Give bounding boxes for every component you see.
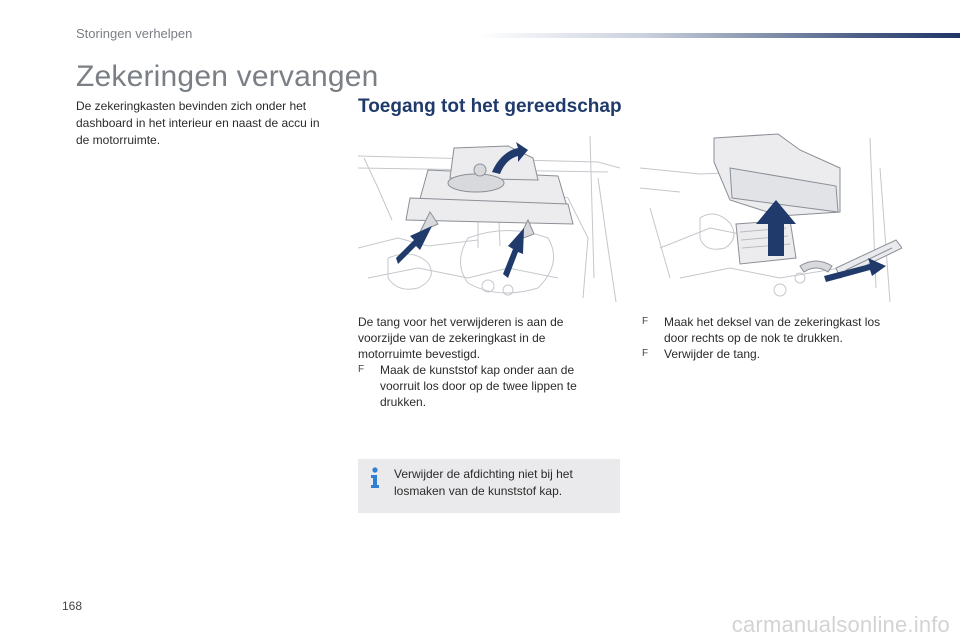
bullet-text: Maak het deksel van de zekeringkast los door rechts op de nok te drukken. [664,315,881,345]
bullet-glyph: F [358,364,365,375]
intro-text: De zekeringkasten bevinden zich onder het dashboard in het interieur en naast de accu in de motorruimte. [76,99,320,147]
bullet-item [642,314,892,346]
bullet-text: Maak de kunststof kap onder aan de voorruit los door op de twee lippen te drukken. [380,363,577,409]
bullet-glyph: F [642,316,649,327]
bullet-glyph: F [642,348,649,359]
tool-location-text: De tang voor het verwijderen is aan de voorzijde van de zekeringkast in de motorruimte bevestigd. [358,315,564,361]
right-text-block [642,314,892,362]
page-title: Zekeringen vervangen [76,60,379,93]
left-text-block [358,314,608,410]
bullet-item [642,346,892,362]
bullet-item [358,362,608,410]
section-title: Storingen verhelpen [76,26,193,41]
watermark: carmanualsonline.info [731,612,950,637]
page-number: 168 [62,599,83,613]
note-box [358,459,620,513]
illustration-cover-clips [358,128,620,302]
header-bar [478,33,960,38]
access-heading: Toegang tot het gereedschap [358,96,622,117]
illustration-fusebox-lid [640,128,902,302]
bullet-text: Verwijder de tang. [664,347,761,361]
note-text: Verwijder de afdichting niet bij het losmaken van de kunststof kap. [394,467,573,498]
info-icon [368,467,382,489]
